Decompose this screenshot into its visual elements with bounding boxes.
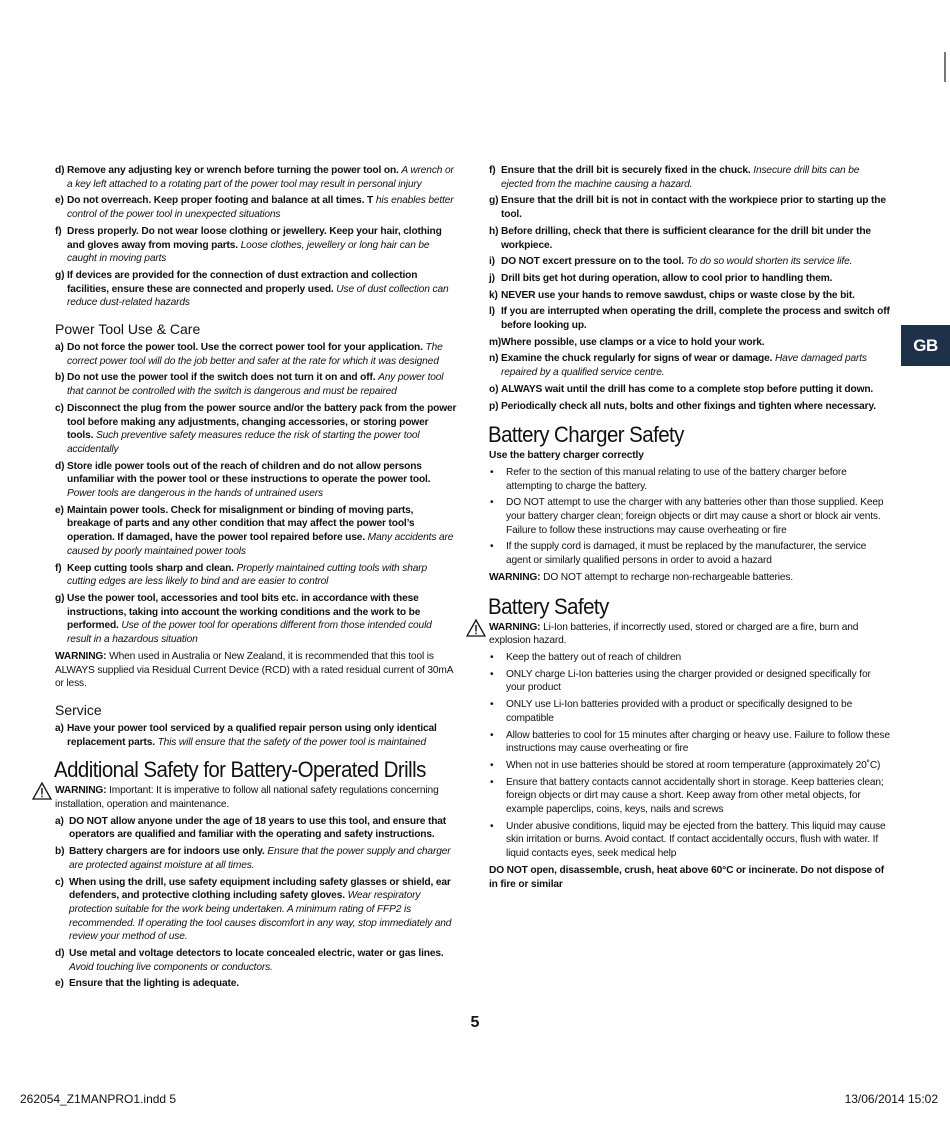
item-explanation: Avoid touching live components or conductors. [69, 961, 273, 973]
item-label: m) [489, 336, 502, 348]
bullet-marker: • [490, 651, 494, 663]
item-instruction: Ensure that the drill bit is not in contact with the workpiece prior to starting up the tool. [501, 195, 886, 221]
item-instruction: Battery chargers are for indoors use only. [69, 846, 265, 858]
item-explanation: To do so would shorten its service life. [686, 256, 853, 268]
additional-safety-heading: Additional Safety for Battery-Operated Drills [54, 757, 426, 783]
bullet-text: When not in use batteries should be stored at room temperature (approximately 20˚C) [506, 759, 881, 771]
item-instruction: DO NOT excert pressure on to the tool. [501, 256, 684, 268]
item-label: h) [489, 225, 499, 237]
language-tab: GB [901, 325, 950, 366]
item-explanation: Ensure that the power supply and charger are protected against moisture at all times. [69, 846, 451, 871]
charger-safety-heading: Battery Charger Safety [488, 422, 684, 448]
item-label: e) [55, 504, 64, 516]
list-item [489, 272, 892, 286]
item-explanation: Properly maintained cutting tools with sharp cutting edges are less likely to bind and are easier to control [67, 562, 427, 588]
item-instruction: When using the drill, use safety equipment including safety glasses or shield, ear defenders, and protective clothing including safety gloves. [69, 876, 451, 902]
item-label: e) [55, 978, 64, 990]
bullet-item [489, 698, 892, 725]
item-label: k) [489, 289, 498, 301]
charger-warning: WARNING: DO NOT attempt to recharge non-rechargeable batteries. [489, 571, 794, 583]
item-label: g) [55, 269, 65, 281]
bullet-marker: • [490, 820, 494, 832]
item-instruction: Ensure that the drill bit is securely fixed in the chuck. [501, 165, 751, 176]
item-label: b) [55, 846, 65, 858]
item-label: j) [489, 272, 495, 284]
battery-final-warning: DO NOT open, disassemble, crush, heat above 60°C or incinerate. Do not dispose of in fire or similar [489, 864, 884, 890]
list-item [55, 592, 457, 647]
list-item [55, 402, 457, 457]
list-item [55, 504, 457, 559]
left-column [55, 164, 457, 994]
list-item [55, 815, 457, 842]
bullet-marker: • [490, 759, 494, 771]
list-item [55, 371, 457, 398]
drill-items-list [489, 164, 892, 413]
item-explanation: Loose clothes, jewellery or long hair can be caught in moving parts [67, 239, 430, 265]
list-item [489, 194, 892, 221]
list-item [55, 164, 457, 191]
bullet-text: Ensure that battery contacts cannot accidentally short in storage. Keep batteries clean; foreign objects or dirt may cause a short. Keep away from other metal objects, for example paperclips, coins, keys, nails and screws [506, 776, 884, 816]
list-item [489, 336, 892, 350]
item-label: f) [489, 165, 496, 176]
page-number: 5 [470, 1014, 480, 1031]
item-instruction: Ensure that the lighting is adequate. [69, 978, 239, 990]
item-instruction: Store idle power tools out of the reach of children and do not allow persons unfamiliar with the power tool or these instructions to operate the power tool. [67, 460, 431, 486]
item-instruction: If devices are provided for the connection of dust extraction and collection facilities, ensure these are connected and properly used. [67, 269, 418, 295]
item-explanation: Power tools are dangerous in the hands of untrained users [67, 488, 323, 500]
item-instruction: Drill bits get hot during operation, allow to cool prior to handling them. [501, 272, 833, 284]
item-explanation: his enables better control of the power tool in unexpected situations [67, 195, 454, 221]
bullet-item [489, 496, 892, 537]
bullet-item [489, 776, 892, 817]
bullet-text: If the supply cord is damaged, it must be replaced by the manufacturer, the service agent or similarly qualified persons in order to avoid a hazard [506, 541, 867, 567]
list-item [489, 400, 892, 414]
footer-date: 13/06/2014 15:02 [844, 1092, 938, 1106]
item-instruction: Remove any adjusting key or wrench before turning the power tool on. [67, 165, 399, 176]
bullet-marker: • [490, 541, 494, 553]
bullet-text: ONLY use Li-Ion batteries provided with a product or specifically designed to be compatible [506, 699, 853, 724]
item-explanation: Use of dust collection can reduce dust-related hazards [67, 283, 449, 309]
item-label: n) [489, 353, 499, 365]
bullet-marker: • [490, 776, 494, 788]
item-instruction: Examine the chuck regularly for signs of wear or damage. [501, 353, 773, 365]
item-explanation: Many accidents are caused by poorly maintained power tools [67, 532, 454, 557]
bullet-marker: • [490, 668, 494, 680]
item-instruction: DO NOT allow anyone under the age of 18 years to use this tool, and ensure that operators are qualified and familiar with the operating and safety instructions. [69, 815, 447, 841]
bullet-marker: • [490, 699, 494, 711]
item-explanation: Insecure drill bits can be ejected from the machine causing a hazard. [501, 165, 860, 190]
battery-bullets [489, 651, 892, 861]
bullet-item [489, 729, 892, 756]
list-item [55, 722, 457, 749]
battery-warning: WARNING: Li-Ion batteries, if incorrectly used, stored or charged are a fire, burn and explosion hazard. [489, 621, 892, 648]
list-item [55, 876, 457, 945]
page-edge-mark [944, 52, 946, 82]
item-instruction: ALWAYS wait until the drill has come to a complete stop before putting it down. [501, 383, 874, 395]
list-item [55, 947, 457, 974]
list-item [55, 977, 457, 991]
item-explanation: The correct power tool will do the job better and safer at the rate for which it was designed [67, 342, 443, 367]
list-item [55, 562, 457, 589]
item-label: g) [489, 195, 499, 207]
list-item [489, 383, 892, 397]
list-item [55, 341, 457, 368]
item-label: g) [55, 592, 65, 604]
item-instruction: Do not overreach. Keep proper footing and balance at all times. T [67, 195, 374, 207]
item-label: f) [55, 225, 62, 237]
item-explanation: Have damaged parts repaired by a qualified service centre. [501, 353, 867, 379]
battery-safety-heading: Battery Safety [488, 593, 609, 619]
item-label: a) [55, 342, 64, 354]
list-item [55, 845, 457, 872]
additional-warning: WARNING: Important: It is imperative to follow all national safety regulations concerning installation, operation and maintenance. [55, 784, 457, 811]
bullet-text: DO NOT attempt to use the charger with any batteries other than those supplied. Keep your battery charger clean; foreign objects or dirt may cause a short or block air vents. Failure to follow these instructions may cause overheating or fire [506, 497, 884, 536]
item-instruction: Maintain power tools. Check for misalignment or binding of moving parts, breakage of parts and any other condition that may affect the power tool’s operation. If damaged, have the power tool repaired before use. [67, 504, 415, 544]
bullet-item [489, 651, 892, 665]
list-item [55, 269, 457, 310]
charger-subheading: Use the battery charger correctly [489, 450, 644, 462]
item-instruction: Dress properly. Do not wear loose clothing or jewellery. Keep your hair, clothing and gloves away from moving parts. [67, 225, 442, 251]
item-explanation: A wrench or a key left attached to a rotating part of the power tool may result in personal injury [67, 165, 454, 190]
item-label: b) [55, 372, 65, 384]
top-items-list [55, 164, 457, 310]
item-instruction: Do not use the power tool if the switch does not turn it on and off. [67, 372, 376, 384]
list-item [489, 255, 892, 269]
bullet-marker: • [490, 497, 494, 509]
item-explanation: Such preventive safety measures reduce the risk of starting the power tool accidentally [67, 430, 420, 455]
item-label: c) [55, 402, 64, 414]
item-instruction: Periodically check all nuts, bolts and other fixings and tighten where necessary. [501, 400, 876, 412]
bullet-item [489, 466, 892, 493]
item-instruction: If you are interrupted when operating the drill, complete the process and switch off before looking up. [501, 306, 890, 332]
item-label: o) [489, 383, 499, 395]
bullet-text: Allow batteries to cool for 15 minutes after charging or heavy use. Failure to follow these instructions may cause overheating or fire [506, 729, 890, 755]
list-item [55, 460, 457, 501]
item-label: e) [55, 195, 64, 207]
footer-filename: 262054_Z1MANPRO1.indd 5 [20, 1092, 177, 1106]
item-label: d) [55, 165, 65, 176]
item-instruction: Use the power tool, accessories and tool bits etc. in accordance with these instructions, taking into account the working conditions and the work to be performed. [67, 592, 421, 632]
service-heading: Service [55, 701, 102, 718]
item-explanation: Use of the power tool for operations different from those intended could result in a hazardous situation [67, 620, 432, 646]
bullet-text: Under abusive conditions, liquid may be ejected from the battery. This liquid may cause skin irritation or burns. Avoid contact. If contact accidentally occurs, flush with water. If liquid contacts eyes, seek medical help [506, 820, 886, 860]
item-instruction: Before drilling, check that there is sufficient clearance for the drill bit under the workpiece. [501, 225, 871, 251]
item-label: f) [55, 562, 62, 574]
list-item [489, 305, 892, 332]
item-instruction: Use metal and voltage detectors to locate concealed electric, water or gas lines. [69, 948, 444, 960]
rcd-warning: WARNING: When used in Australia or New Zealand, it is recommended that this tool is ALWAYS supplied via Residual Current Device (RCD) with a rated residual current of 30mA or less. [55, 650, 453, 690]
list-item [489, 352, 892, 379]
service-list [55, 722, 457, 749]
item-label: i) [489, 256, 495, 268]
bullet-marker: • [490, 729, 494, 741]
additional-list [55, 815, 457, 991]
list-item [489, 164, 892, 191]
item-explanation: Any power tool that cannot be controlled with the switch is dangerous and must be repaired [67, 372, 444, 398]
bullet-item [489, 540, 892, 567]
item-instruction: Disconnect the plug from the power source and/or the battery pack from the power tool before making any adjustments, changing accessories, or storing power tools. [67, 402, 457, 442]
item-instruction: Where possible, use clamps or a vice to hold your work. [501, 336, 765, 348]
right-column [489, 164, 892, 894]
item-label: a) [55, 722, 64, 734]
item-explanation: This will ensure that the safety of the power tool is maintained [157, 736, 427, 748]
bullet-marker: • [490, 466, 494, 478]
item-explanation: Wear respiratory protection suitable for the work being undertaken. A minimum rating of FFP2 is recommended. If operating the tool causes discomfort in any way, stop immediately and review your method of use. [69, 890, 452, 943]
item-label: l) [489, 306, 495, 318]
warning-triangle-icon [32, 782, 52, 800]
item-instruction: NEVER use your hands to remove sawdust, chips or waste close by the bit. [501, 289, 855, 301]
bullet-text: Refer to the section of this manual relating to use of the battery charger before attempting to charge the battery. [506, 466, 847, 492]
list-item [489, 289, 892, 303]
item-instruction: Have your power tool serviced by a qualified repair person using only identical replacement parts. [67, 722, 437, 748]
item-instruction: Do not force the power tool. Use the correct power tool for your application. [67, 342, 423, 354]
bullet-item [489, 820, 892, 861]
bullet-text: ONLY charge Li-Ion batteries using the charger provided or designed specifically for your product [506, 668, 871, 694]
charger-bullets [489, 466, 892, 568]
item-label: c) [55, 876, 64, 888]
bullet-text: Keep the battery out of reach of children [506, 651, 682, 663]
list-item [55, 225, 457, 266]
list-item [55, 194, 457, 221]
item-label: p) [489, 400, 499, 412]
item-label: d) [55, 948, 65, 960]
power-tool-heading: Power Tool Use & Care [55, 321, 201, 338]
bullet-item [489, 759, 892, 773]
list-item [489, 225, 892, 252]
item-instruction: Keep cutting tools sharp and clean. [67, 562, 234, 574]
warning-triangle-icon [466, 619, 486, 637]
power-tool-list [55, 341, 457, 647]
item-label: d) [55, 460, 65, 472]
bullet-item [489, 668, 892, 695]
item-label: a) [55, 815, 64, 827]
